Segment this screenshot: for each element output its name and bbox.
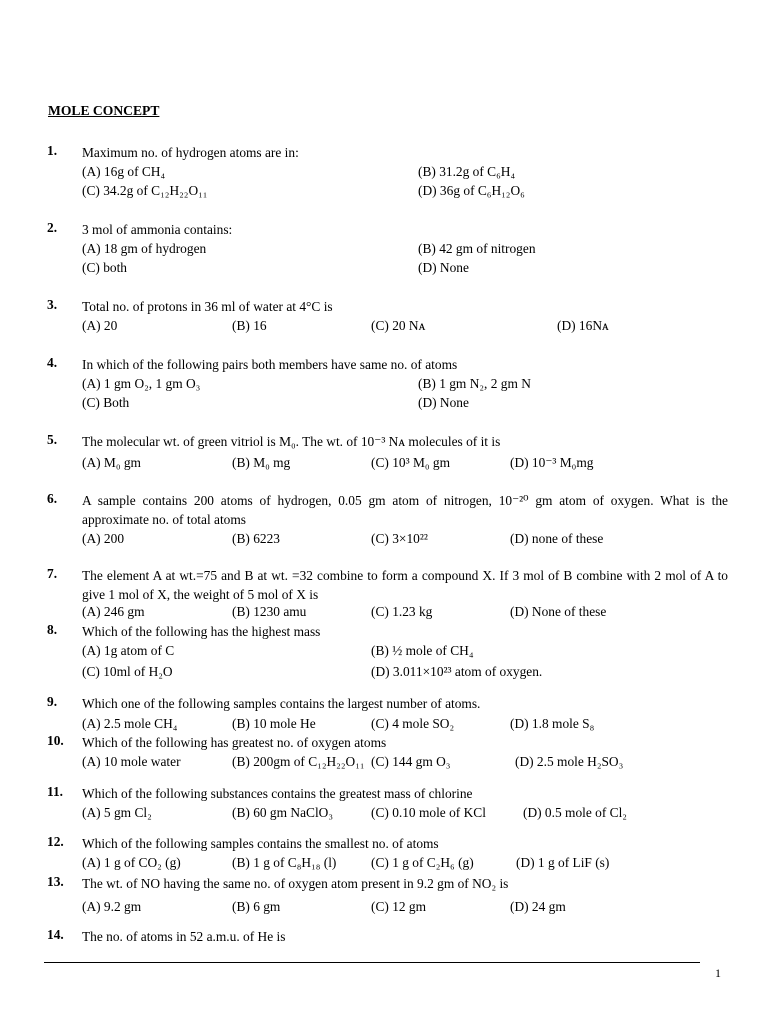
question-text: The wt. of NO having the same no. of oxygen atom present in 9.2 gm of NO₂ is — [82, 876, 509, 891]
option-a: (A) 9.2 gm — [82, 899, 142, 914]
option-b: (B) 16 — [232, 318, 267, 333]
option-a: (A) M₀ gm — [82, 455, 141, 470]
option-a: (A) 200 — [82, 531, 125, 546]
option-b: (B) 1 g of C₈H₁₈ (l) — [232, 855, 337, 870]
question-text: The element A at wt.=75 and B at wt. =32 combine to form a compound X. If 3 mol of B combine with 2 mol of A to give 1 mol of X, the weight of 5 mol of X is — [82, 568, 728, 602]
option-a: (A) 246 gm — [82, 604, 145, 619]
question-text: Which of the following has greatest no. of oxygen atoms — [82, 735, 387, 750]
option-a: (A) 16g of CH₄ — [82, 164, 166, 179]
option-b: (B) 31.2g of C₆H₄ — [418, 164, 516, 179]
question-text: In which of the following pairs both members have same no. of atoms — [82, 357, 458, 372]
option-d: (D) None of these — [510, 604, 607, 619]
option-c: (C) 0.10 mole of KCl — [371, 805, 486, 820]
question-text: The molecular wt. of green vitriol is M₀. The wt. of 10⁻³ Nᴀ molecules of it is — [82, 434, 501, 449]
question-text: Which of the following has the highest mass — [82, 624, 321, 639]
question-number: 11. — [47, 784, 63, 799]
option-c: (C) both — [82, 260, 128, 275]
question-number: 2. — [47, 220, 58, 235]
question-number: 7. — [47, 566, 58, 581]
option-c: (C) 20 Nᴀ — [371, 318, 426, 333]
option-b: (B) M₀ mg — [232, 455, 291, 470]
option-c: (C) 10³ M₀ gm — [371, 455, 450, 470]
option-b: (B) 1230 amu — [232, 604, 307, 619]
option-c: (C) 10ml of H₂O — [82, 664, 173, 679]
option-a: (A) 1g atom of C — [82, 643, 175, 658]
question-text: A sample contains 200 atoms of hydrogen, 0.05 gm atom of nitrogen, 10⁻²⁰ gm atom of oxygen. What is the approximate no. of total atoms — [82, 493, 728, 527]
question-number: 3. — [47, 297, 58, 312]
option-d: (D) 3.011×10²³ atom of oxygen. — [371, 664, 543, 679]
option-c: (C) 12 gm — [371, 899, 427, 914]
question-number: 13. — [47, 874, 64, 889]
option-a: (A) 18 gm of hydrogen — [82, 241, 207, 256]
question-text: Total no. of protons in 36 ml of water at 4°C is — [82, 299, 333, 314]
option-b: (B) ½ mole of CH₄ — [371, 643, 474, 658]
option-c: (C) Both — [82, 395, 130, 410]
option-b: (B) 42 gm of nitrogen — [418, 241, 536, 256]
question-number: 12. — [47, 834, 64, 849]
option-d: (D) 24 gm — [510, 899, 566, 914]
option-b: (B) 6 gm — [232, 899, 281, 914]
option-c: (C) 34.2g of C₁₂H₂₂O₁₁ — [82, 183, 208, 198]
question-text: Maximum no. of hydrogen atoms are in: — [82, 145, 299, 160]
option-b: (B) 200gm of C₁₂H₂₂O₁₁ — [232, 754, 365, 769]
option-d: (D) 10⁻³ M₀mg — [510, 455, 594, 470]
question-text: Which of the following substances contains the greatest mass of chlorine — [82, 786, 473, 801]
option-b: (B) 10 mole He — [232, 716, 316, 731]
option-d: (D) 1 g of LiF (s) — [516, 855, 610, 870]
option-d: (D) 1.8 mole S₈ — [510, 716, 595, 731]
question-number: 9. — [47, 694, 58, 709]
page-number: 1 — [715, 966, 721, 980]
option-d: (D) 2.5 mole H₂SO₃ — [515, 754, 624, 769]
footer-divider — [44, 962, 700, 963]
option-a: (A) 1 g of CO₂ (g) — [82, 855, 181, 870]
option-d: (D) 0.5 mole of Cl₂ — [523, 805, 627, 820]
question-text: 3 mol of ammonia contains: — [82, 222, 233, 237]
option-c: (C) 144 gm O₃ — [371, 754, 451, 769]
question-text: Which one of the following samples contains the largest number of atoms. — [82, 696, 481, 711]
option-c: (C) 1 g of C₂H₆ (g) — [371, 855, 474, 870]
question-number: 6. — [47, 491, 58, 506]
option-d: (D) 36g of C₆H₁₂O₆ — [418, 183, 525, 198]
option-c: (C) 4 mole SO₂ — [371, 716, 455, 731]
option-a: (A) 5 gm Cl₂ — [82, 805, 152, 820]
option-b: (B) 6223 — [232, 531, 280, 546]
question-number: 1. — [47, 143, 58, 158]
option-c: (C) 3×10²² — [371, 531, 428, 546]
question-number: 8. — [47, 622, 58, 637]
option-a: (A) 1 gm O₂, 1 gm O₃ — [82, 376, 201, 391]
question-number: 5. — [47, 432, 58, 447]
option-a: (A) 2.5 mole CH₄ — [82, 716, 178, 731]
question-number: 4. — [47, 355, 58, 370]
option-c: (C) 1.23 kg — [371, 604, 433, 619]
question-text: The no. of atoms in 52 a.m.u. of He is — [82, 929, 286, 944]
option-a: (A) 10 mole water — [82, 754, 181, 769]
page-title: MOLE CONCEPT — [48, 103, 160, 118]
option-d: (D) None — [418, 260, 469, 275]
option-b: (B) 1 gm N₂, 2 gm N — [418, 376, 531, 391]
question-number: 14. — [47, 927, 64, 942]
question-text: Which of the following samples contains the smallest no. of atoms — [82, 836, 439, 851]
option-d: (D) None — [418, 395, 469, 410]
option-d: (D) none of these — [510, 531, 604, 546]
question-number: 10. — [47, 733, 64, 748]
option-b: (B) 60 gm NaClO₃ — [232, 805, 333, 820]
option-d: (D) 16Nᴀ — [557, 318, 609, 333]
option-a: (A) 20 — [82, 318, 118, 333]
